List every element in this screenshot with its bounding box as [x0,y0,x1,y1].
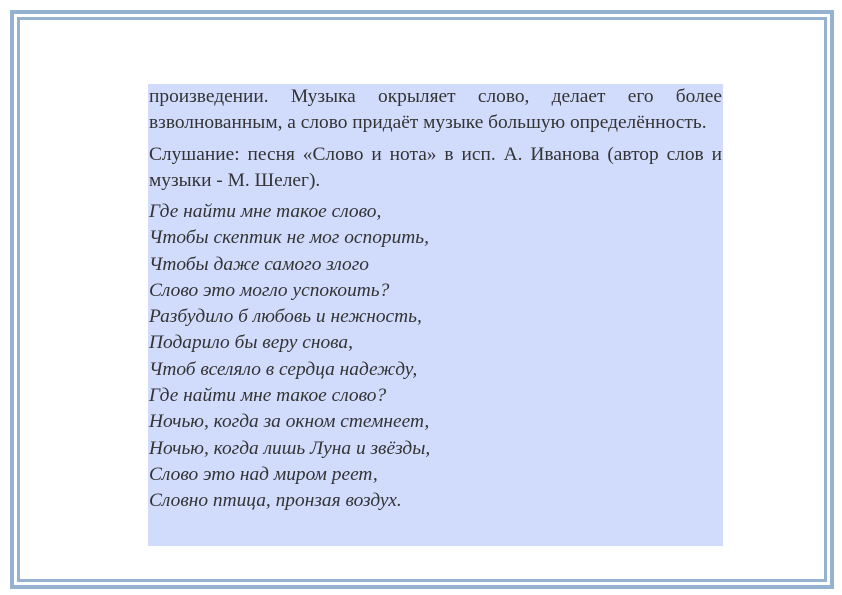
poem-line: Слово это над миром реет, [149,463,378,485]
poem-line: Чтобы даже самого злого [149,253,369,275]
paragraph-intro: произведении. Музыка окрыляет слово, делает его более взволнованным, а слово придаёт музыке большую определённость. [149,86,722,133]
poem-line: Ночью, когда за окном стемнеет, [149,411,430,433]
poem-line: Чтоб вселяло в сердца надежду, [149,358,418,380]
paragraph-listening: Слушание: песня «Слово и нота» в исп. А. Иванова (автор слов и музыки - М. Шелег). [149,144,722,191]
poem-line: Слово это могло успокоить? [149,279,390,301]
poem-line: Словно птица, пронзая воздух. [149,490,402,512]
poem-line: Чтобы скептик не мог оспорить, [149,227,429,249]
poem-line: Где найти мне такое слово, [149,201,382,222]
poem-line: Ночью, когда лишь Луна и звёзды, [149,437,431,459]
poem [149,199,722,515]
poem-line: Подарило бы веру снова, [149,332,353,354]
text-block [148,84,723,546]
poem-line: Где найти мне такое слово? [149,385,387,407]
poem-line: Разбудило б любовь и нежность, [149,306,422,328]
